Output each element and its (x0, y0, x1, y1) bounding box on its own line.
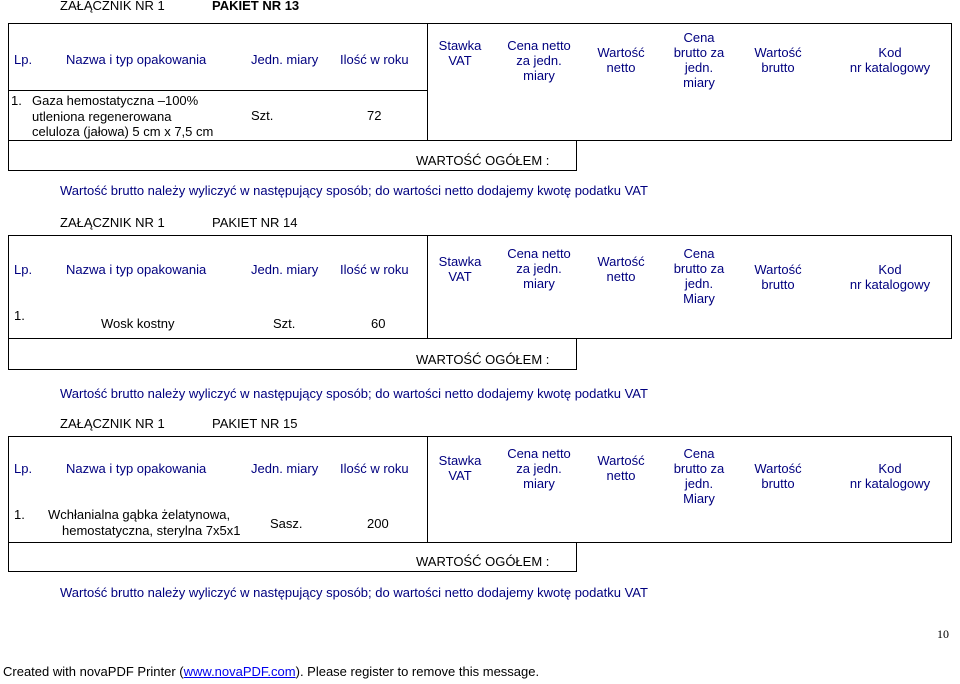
pakiet-label: PAKIET NR 13 (212, 0, 300, 13)
header-stawka: Stawka VAT (438, 453, 482, 483)
footer-text-after: ). Please register to remove this message. (295, 664, 540, 679)
header-cena-brutto: Cena brutto za jedn. Miary (673, 446, 725, 506)
footer-text-before: Created with novaPDF Printer ( (3, 664, 184, 679)
header-stawka: Stawka VAT (438, 254, 482, 284)
row-lp: 1. (14, 308, 25, 323)
header-ilosc: Ilość w roku (340, 461, 409, 476)
header-kod: Kod nr katalogowy (849, 45, 931, 75)
header-cena-netto: Cena netto za jedn. miary (507, 446, 571, 491)
header-nazwa: Nazwa i typ opakowania (66, 461, 207, 476)
total-label: WARTOŚĆ OGÓŁEM : (416, 554, 550, 569)
total-label: WARTOŚĆ OGÓŁEM : (416, 153, 550, 168)
row-nazwa: Gaza hemostatyczna –100% utleniona regenerowana celuloza (jałowa) 5 cm x 7,5 cm (32, 93, 214, 139)
row-lp: 1. (11, 93, 22, 108)
header-ilosc: Ilość w roku (340, 262, 409, 277)
row-jedn: Sasz. (270, 516, 303, 531)
header-wartosc-netto: Wartość netto (597, 254, 645, 284)
header-cena-netto: Cena netto za jedn. miary (507, 38, 571, 83)
header-kod: Kod nr katalogowy (849, 262, 931, 292)
footer-link[interactable]: www.novaPDF.com (183, 664, 296, 679)
row-jedn: Szt. (251, 108, 274, 123)
footer (3, 664, 539, 679)
header-wartosc-brutto: Wartość brutto (754, 45, 802, 75)
header-stawka: Stawka VAT (438, 38, 482, 68)
note: Wartość brutto należy wyliczyć w następujący sposób; do wartości netto dodajemy kwotę podatku VAT (60, 585, 648, 600)
header-nazwa: Nazwa i typ opakowania (66, 262, 207, 277)
header-wartosc-netto: Wartość netto (597, 45, 645, 75)
header-wartosc-brutto: Wartość brutto (754, 461, 802, 491)
header-wartosc-brutto: Wartość brutto (754, 262, 802, 292)
pakiet-label: PAKIET NR 14 (212, 215, 298, 230)
row-ilosc: 60 (371, 316, 386, 331)
row-nazwa: Wchłanialna gąbka żelatynowa, (48, 507, 231, 522)
header-cena-brutto: Cena brutto za jedn. miary (673, 30, 725, 90)
pakiet-label: PAKIET NR 15 (212, 416, 298, 431)
header-jedn: Jedn. miary (251, 461, 319, 476)
header-jedn: Jedn. miary (251, 262, 319, 277)
page-number: 10 (937, 627, 949, 641)
row-jedn: Szt. (273, 316, 296, 331)
zalacznik-label: ZAŁĄCZNIK NR 1 (60, 215, 165, 230)
zalacznik-label: ZAŁĄCZNIK NR 1 (60, 0, 165, 13)
header-lp: Lp. (14, 262, 33, 277)
row-nazwa-line2: hemostatyczna, sterylna 7x5x1 (62, 523, 241, 538)
note: Wartość brutto należy wyliczyć w następujący sposób; do wartości netto dodajemy kwotę podatku VAT (60, 183, 648, 198)
zalacznik-label: ZAŁĄCZNIK NR 1 (60, 416, 165, 431)
header-cena-brutto: Cena brutto za jedn. Miary (673, 246, 725, 306)
header-lp: Lp. (14, 461, 33, 476)
row-ilosc: 200 (367, 516, 389, 531)
note: Wartość brutto należy wyliczyć w następujący sposób; do wartości netto dodajemy kwotę podatku VAT (60, 386, 648, 401)
header-jedn: Jedn. miary (251, 52, 319, 67)
row-nazwa: Wosk kostny (101, 316, 175, 331)
header-kod: Kod nr katalogowy (849, 461, 931, 491)
row-ilosc: 72 (367, 108, 382, 123)
header-ilosc: Ilość w roku (340, 52, 409, 67)
header-cena-netto: Cena netto za jedn. miary (507, 246, 571, 291)
total-label: WARTOŚĆ OGÓŁEM : (416, 352, 550, 367)
header-lp: Lp. (14, 52, 33, 67)
header-nazwa: Nazwa i typ opakowania (66, 52, 207, 67)
header-wartosc-netto: Wartość netto (597, 453, 645, 483)
row-lp: 1. (14, 507, 25, 522)
